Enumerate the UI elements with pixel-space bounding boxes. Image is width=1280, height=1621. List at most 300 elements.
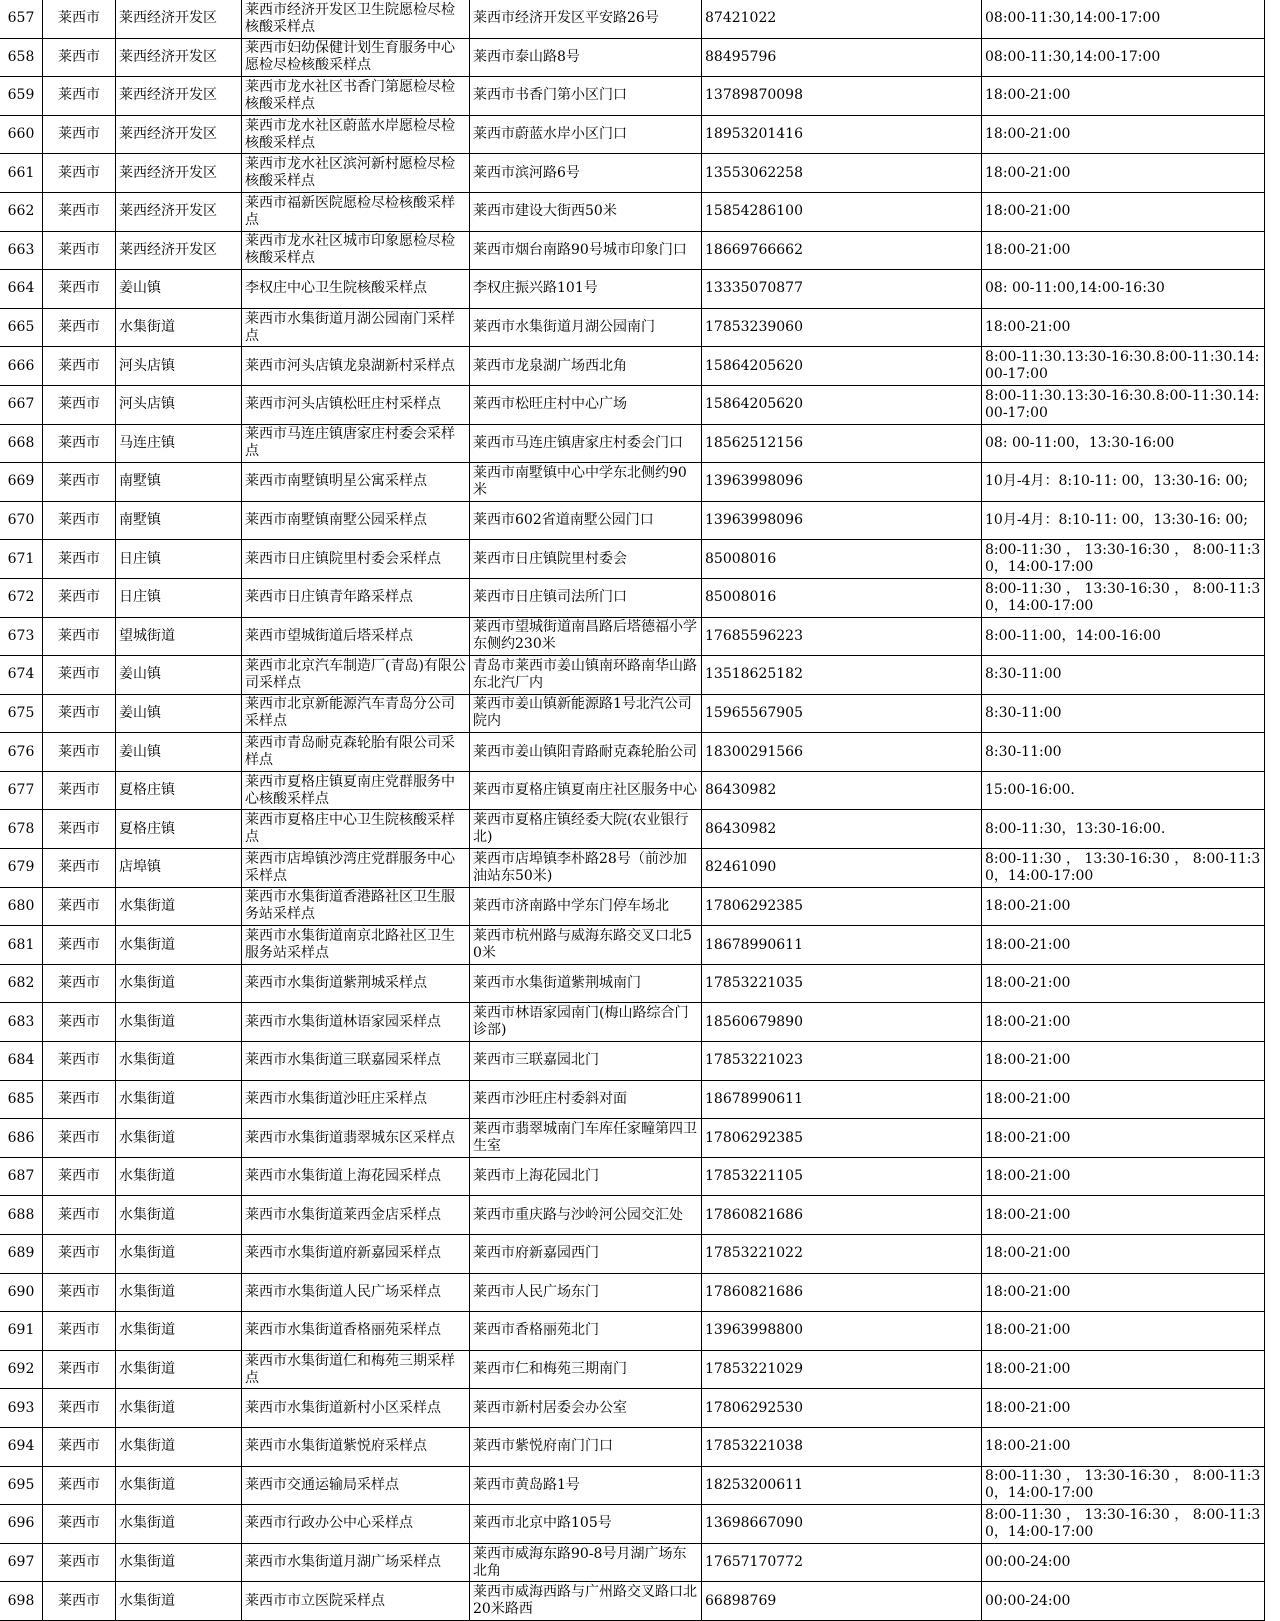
phone-cell: 17853221022 [702, 1235, 982, 1274]
row-number: 672 [0, 578, 43, 617]
address-cell: 莱西市林语家园南门(梅山路综合门诊部) [470, 1003, 702, 1042]
table-row [0, 1505, 1265, 1544]
site-name-cell: 莱西市日庄镇院里村委会采样点 [242, 540, 470, 579]
city-cell: 莱西市 [43, 308, 116, 347]
hours-cell: 18:00-21:00 [982, 1350, 1265, 1389]
site-name-cell: 莱西市夏格庄中心卫生院核酸采样点 [242, 810, 470, 849]
district-cell: 水集街道 [116, 308, 242, 347]
phone-cell: 17806292530 [702, 1389, 982, 1428]
city-cell: 莱西市 [43, 1582, 116, 1621]
district-cell: 日庄镇 [116, 540, 242, 579]
phone-cell: 13698667090 [702, 1505, 982, 1544]
row-number: 673 [0, 617, 43, 656]
table-row [0, 231, 1265, 270]
row-number: 669 [0, 463, 43, 502]
site-name-cell: 莱西市水集街道林语家园采样点 [242, 1003, 470, 1042]
row-number: 665 [0, 308, 43, 347]
address-cell: 莱西市人民广场东门 [470, 1273, 702, 1312]
district-cell: 水集街道 [116, 1042, 242, 1081]
address-cell: 莱西市滨河路6号 [470, 154, 702, 193]
city-cell: 莱西市 [43, 617, 116, 656]
phone-cell: 18953201416 [702, 115, 982, 154]
phone-cell: 82461090 [702, 849, 982, 888]
table-row [0, 1582, 1265, 1621]
city-cell: 莱西市 [43, 1466, 116, 1505]
address-cell: 莱西市新村居委会办公室 [470, 1389, 702, 1428]
district-cell: 莱西经济开发区 [116, 231, 242, 270]
city-cell: 莱西市 [43, 77, 116, 116]
hours-cell: 10月-4月：8:10-11: 00，13:30-16: 00; [982, 501, 1265, 540]
city-cell: 莱西市 [43, 1427, 116, 1466]
site-name-cell: 莱西市青岛耐克森轮胎有限公司采样点 [242, 733, 470, 772]
phone-cell: 18300291566 [702, 733, 982, 772]
address-cell: 莱西市建设大街西50米 [470, 192, 702, 231]
city-cell: 莱西市 [43, 810, 116, 849]
table-row [0, 1157, 1265, 1196]
row-number: 688 [0, 1196, 43, 1235]
address-cell: 莱西市泰山路8号 [470, 38, 702, 77]
district-cell: 姜山镇 [116, 694, 242, 733]
city-cell: 莱西市 [43, 926, 116, 965]
phone-cell: 13963998096 [702, 463, 982, 502]
city-cell: 莱西市 [43, 1196, 116, 1235]
hours-cell: 8:00-11:30，13:30-16:00. [982, 810, 1265, 849]
city-cell: 莱西市 [43, 1350, 116, 1389]
site-name-cell: 莱西市水集街道沙旺庄采样点 [242, 1080, 470, 1119]
hours-cell: 18:00-21:00 [982, 1196, 1265, 1235]
row-number: 698 [0, 1582, 43, 1621]
table-row [0, 424, 1265, 463]
table-row [0, 1235, 1265, 1274]
hours-cell: 18:00-21:00 [982, 1119, 1265, 1158]
hours-cell: 8:00-11:30 ， 13:30-16:30 ， 8:00-11:30，14:00-17:00 [982, 1466, 1265, 1505]
district-cell: 水集街道 [116, 1466, 242, 1505]
row-number: 662 [0, 192, 43, 231]
phone-cell: 17685596223 [702, 617, 982, 656]
row-number: 667 [0, 385, 43, 424]
table-row [0, 1196, 1265, 1235]
row-number: 664 [0, 270, 43, 309]
hours-cell: 8:00-11:30 ， 13:30-16:30 ， 8:00-11:30，14:00-17:00 [982, 849, 1265, 888]
district-cell: 水集街道 [116, 1350, 242, 1389]
row-number: 687 [0, 1157, 43, 1196]
site-name-cell: 莱西市河头店镇龙泉湖新村采样点 [242, 347, 470, 386]
address-cell: 莱西市重庆路与沙岭河公园交汇处 [470, 1196, 702, 1235]
district-cell: 店埠镇 [116, 849, 242, 888]
hours-cell: 08:00-11:30,14:00-17:00 [982, 0, 1265, 38]
hours-cell: 8:30-11:00 [982, 656, 1265, 695]
district-cell: 马连庄镇 [116, 424, 242, 463]
city-cell: 莱西市 [43, 1273, 116, 1312]
district-cell: 水集街道 [116, 887, 242, 926]
site-name-cell: 莱西市水集街道新村小区采样点 [242, 1389, 470, 1428]
hours-cell: 8:00-11:30 ， 13:30-16:30 ， 8:00-11:30，14:00-17:00 [982, 1505, 1265, 1544]
phone-cell: 18678990611 [702, 1080, 982, 1119]
city-cell: 莱西市 [43, 1389, 116, 1428]
table-row [0, 1003, 1265, 1042]
phone-cell: 85008016 [702, 578, 982, 617]
site-name-cell: 莱西市龙水社区滨河新村愿检尽检核酸采样点 [242, 154, 470, 193]
site-name-cell: 莱西市北京新能源汽车青岛分公司采样点 [242, 694, 470, 733]
address-cell: 李权庄振兴路101号 [470, 270, 702, 309]
site-name-cell: 莱西市水集街道上海花园采样点 [242, 1157, 470, 1196]
district-cell: 望城街道 [116, 617, 242, 656]
site-name-cell: 莱西市马连庄镇唐家庄村委会采样点 [242, 424, 470, 463]
district-cell: 水集街道 [116, 1273, 242, 1312]
site-name-cell: 莱西市水集街道紫悦府采样点 [242, 1427, 470, 1466]
district-cell: 水集街道 [116, 1119, 242, 1158]
city-cell: 莱西市 [43, 578, 116, 617]
site-name-cell: 莱西市水集街道香港路社区卫生服务站采样点 [242, 887, 470, 926]
site-name-cell: 李权庄中心卫生院核酸采样点 [242, 270, 470, 309]
table-row [0, 656, 1265, 695]
district-cell: 水集街道 [116, 1080, 242, 1119]
city-cell: 莱西市 [43, 1157, 116, 1196]
phone-cell: 17853221035 [702, 964, 982, 1003]
table-row [0, 771, 1265, 810]
site-name-cell: 莱西市水集街道莱西金店采样点 [242, 1196, 470, 1235]
address-cell: 莱西市马连庄镇唐家庄村委会门口 [470, 424, 702, 463]
table-row [0, 0, 1265, 38]
row-number: 682 [0, 964, 43, 1003]
row-number: 680 [0, 887, 43, 926]
table-row [0, 1466, 1265, 1505]
hours-cell: 00:00-24:00 [982, 1543, 1265, 1582]
site-name-cell: 莱西市日庄镇青年路采样点 [242, 578, 470, 617]
row-number: 696 [0, 1505, 43, 1544]
address-cell: 莱西市姜山镇阳青路耐克森轮胎公司 [470, 733, 702, 772]
hours-cell: 8:00-11:30.13:30-16:30.8:00-11:30.14:00-17:00 [982, 385, 1265, 424]
hours-cell: 18:00-21:00 [982, 1389, 1265, 1428]
district-cell: 莱西经济开发区 [116, 115, 242, 154]
district-cell: 水集街道 [116, 1543, 242, 1582]
hours-cell: 18:00-21:00 [982, 1042, 1265, 1081]
hours-cell: 18:00-21:00 [982, 154, 1265, 193]
site-name-cell: 莱西市水集街道三联嘉园采样点 [242, 1042, 470, 1081]
phone-cell: 85008016 [702, 540, 982, 579]
hours-cell: 18:00-21:00 [982, 77, 1265, 116]
city-cell: 莱西市 [43, 887, 116, 926]
district-cell: 莱西经济开发区 [116, 38, 242, 77]
address-cell: 莱西市济南路中学东门停车场北 [470, 887, 702, 926]
table-row [0, 733, 1265, 772]
address-cell: 莱西市威海东路90-8号月湖广场东北角 [470, 1543, 702, 1582]
site-name-cell: 莱西市市立医院采样点 [242, 1582, 470, 1621]
row-number: 695 [0, 1466, 43, 1505]
hours-cell: 10月-4月：8:10-11: 00，13:30-16: 00; [982, 463, 1265, 502]
hours-cell: 08: 00-11:00,14:00-16:30 [982, 270, 1265, 309]
row-number: 689 [0, 1235, 43, 1274]
phone-cell: 18560679890 [702, 1003, 982, 1042]
address-cell: 莱西市水集街道月湖公园南门 [470, 308, 702, 347]
city-cell: 莱西市 [43, 38, 116, 77]
address-cell: 莱西市香格丽苑北门 [470, 1312, 702, 1351]
hours-cell: 18:00-21:00 [982, 926, 1265, 965]
phone-cell: 17860821686 [702, 1273, 982, 1312]
phone-cell: 18678990611 [702, 926, 982, 965]
address-cell: 莱西市水集街道紫荆城南门 [470, 964, 702, 1003]
phone-cell: 15864205620 [702, 385, 982, 424]
city-cell: 莱西市 [43, 1312, 116, 1351]
hours-cell: 18:00-21:00 [982, 1312, 1265, 1351]
hours-cell: 8:30-11:00 [982, 694, 1265, 733]
district-cell: 莱西经济开发区 [116, 154, 242, 193]
hours-cell: 18:00-21:00 [982, 192, 1265, 231]
district-cell: 水集街道 [116, 1196, 242, 1235]
table-row [0, 385, 1265, 424]
site-name-cell: 莱西市河头店镇松旺庄村采样点 [242, 385, 470, 424]
city-cell: 莱西市 [43, 1543, 116, 1582]
site-name-cell: 莱西市水集街道仁和梅苑三期采样点 [242, 1350, 470, 1389]
phone-cell: 17806292385 [702, 887, 982, 926]
hours-cell: 08: 00-11:00，13:30-16:00 [982, 424, 1265, 463]
table-row [0, 578, 1265, 617]
site-name-cell: 莱西市水集街道南京北路社区卫生服务站采样点 [242, 926, 470, 965]
district-cell: 姜山镇 [116, 733, 242, 772]
row-number: 697 [0, 1543, 43, 1582]
table-row [0, 1080, 1265, 1119]
hours-cell: 18:00-21:00 [982, 231, 1265, 270]
phone-cell: 13335070877 [702, 270, 982, 309]
row-number: 676 [0, 733, 43, 772]
hours-cell: 18:00-21:00 [982, 1157, 1265, 1196]
table-row [0, 694, 1265, 733]
phone-cell: 15864205620 [702, 347, 982, 386]
site-name-cell: 莱西市水集街道翡翠城东区采样点 [242, 1119, 470, 1158]
address-cell: 莱西市602省道南墅公园门口 [470, 501, 702, 540]
phone-cell: 17657170772 [702, 1543, 982, 1582]
row-number: 693 [0, 1389, 43, 1428]
row-number: 658 [0, 38, 43, 77]
phone-cell: 13553062258 [702, 154, 982, 193]
phone-cell: 17860821686 [702, 1196, 982, 1235]
hours-cell: 18:00-21:00 [982, 887, 1265, 926]
district-cell: 水集街道 [116, 964, 242, 1003]
district-cell: 河头店镇 [116, 385, 242, 424]
city-cell: 莱西市 [43, 1235, 116, 1274]
address-cell: 莱西市松旺庄村中心广场 [470, 385, 702, 424]
city-cell: 莱西市 [43, 1003, 116, 1042]
district-cell: 姜山镇 [116, 270, 242, 309]
row-number: 694 [0, 1427, 43, 1466]
row-number: 670 [0, 501, 43, 540]
hours-cell: 00:00-24:00 [982, 1582, 1265, 1621]
address-cell: 莱西市上海花园北门 [470, 1157, 702, 1196]
hours-cell: 18:00-21:00 [982, 964, 1265, 1003]
table-row [0, 1312, 1265, 1351]
address-cell: 莱西市府新嘉园西门 [470, 1235, 702, 1274]
address-cell: 莱西市日庄镇院里村委会 [470, 540, 702, 579]
site-name-cell: 莱西市妇幼保健计划生育服务中心愿检尽检核酸采样点 [242, 38, 470, 77]
row-number: 678 [0, 810, 43, 849]
district-cell: 水集街道 [116, 1389, 242, 1428]
row-number: 663 [0, 231, 43, 270]
table-row [0, 1543, 1265, 1582]
city-cell: 莱西市 [43, 463, 116, 502]
city-cell: 莱西市 [43, 540, 116, 579]
district-cell: 水集街道 [116, 1157, 242, 1196]
phone-cell: 87421022 [702, 0, 982, 38]
address-cell: 莱西市黄岛路1号 [470, 1466, 702, 1505]
district-cell: 夏格庄镇 [116, 810, 242, 849]
district-cell: 水集街道 [116, 1003, 242, 1042]
address-cell: 莱西市日庄镇司法所门口 [470, 578, 702, 617]
city-cell: 莱西市 [43, 656, 116, 695]
hours-cell: 18:00-21:00 [982, 1235, 1265, 1274]
hours-cell: 18:00-21:00 [982, 1080, 1265, 1119]
row-number: 677 [0, 771, 43, 810]
city-cell: 莱西市 [43, 0, 116, 38]
phone-cell: 17853221038 [702, 1427, 982, 1466]
site-name-cell: 莱西市行政办公中心采样点 [242, 1505, 470, 1544]
site-name-cell: 莱西市南墅镇南墅公园采样点 [242, 501, 470, 540]
address-cell: 莱西市龙泉湖广场西北角 [470, 347, 702, 386]
phone-cell: 15854286100 [702, 192, 982, 231]
city-cell: 莱西市 [43, 1042, 116, 1081]
hours-cell: 8:00-11:30.13:30-16:30.8:00-11:30.14:00-17:00 [982, 347, 1265, 386]
phone-cell: 86430982 [702, 810, 982, 849]
address-cell: 莱西市店埠镇李朴路28号（前沙加油站东50米) [470, 849, 702, 888]
phone-cell: 88495796 [702, 38, 982, 77]
phone-cell: 86430982 [702, 771, 982, 810]
row-number: 659 [0, 77, 43, 116]
hours-cell: 8:00-11:30 ， 13:30-16:30 ， 8:00-11:30，14:00-17:00 [982, 540, 1265, 579]
site-name-cell: 莱西市南墅镇明星公寓采样点 [242, 463, 470, 502]
table-row [0, 270, 1265, 309]
hours-cell: 8:00-11:00，14:00-16:00 [982, 617, 1265, 656]
city-cell: 莱西市 [43, 964, 116, 1003]
phone-cell: 17853239060 [702, 308, 982, 347]
table-row [0, 154, 1265, 193]
district-cell: 河头店镇 [116, 347, 242, 386]
site-name-cell: 莱西市龙水社区书香门第愿检尽检核酸采样点 [242, 77, 470, 116]
district-cell: 莱西经济开发区 [116, 192, 242, 231]
district-cell: 夏格庄镇 [116, 771, 242, 810]
address-cell: 莱西市夏格庄镇经委大院(农业银行北) [470, 810, 702, 849]
table-row [0, 308, 1265, 347]
address-cell: 莱西市翡翠城南门车库任家疃第四卫生室 [470, 1119, 702, 1158]
phone-cell: 18669766662 [702, 231, 982, 270]
phone-cell: 13518625182 [702, 656, 982, 695]
hours-cell: 08:00-11:30,14:00-17:00 [982, 38, 1265, 77]
row-number: 684 [0, 1042, 43, 1081]
city-cell: 莱西市 [43, 154, 116, 193]
phone-cell: 13963998096 [702, 501, 982, 540]
row-number: 690 [0, 1273, 43, 1312]
address-cell: 莱西市望城街道南昌路后塔德福小学东侧约230米 [470, 617, 702, 656]
row-number: 666 [0, 347, 43, 386]
phone-cell: 66898769 [702, 1582, 982, 1621]
phone-cell: 17806292385 [702, 1119, 982, 1158]
hours-cell: 18:00-21:00 [982, 115, 1265, 154]
district-cell: 水集街道 [116, 1505, 242, 1544]
city-cell: 莱西市 [43, 771, 116, 810]
row-number: 681 [0, 926, 43, 965]
row-number: 683 [0, 1003, 43, 1042]
site-name-cell: 莱西市夏格庄镇夏南庄党群服务中心核酸采样点 [242, 771, 470, 810]
table-row [0, 347, 1265, 386]
row-number: 668 [0, 424, 43, 463]
row-number: 691 [0, 1312, 43, 1351]
row-number: 674 [0, 656, 43, 695]
table-row [0, 1119, 1265, 1158]
city-cell: 莱西市 [43, 849, 116, 888]
table-row [0, 1273, 1265, 1312]
hours-cell: 18:00-21:00 [982, 1273, 1265, 1312]
city-cell: 莱西市 [43, 115, 116, 154]
site-name-cell: 莱西市水集街道月湖广场采样点 [242, 1543, 470, 1582]
address-cell: 青岛市莱西市姜山镇南环路南华山路东北汽厂内 [470, 656, 702, 695]
address-cell: 莱西市杭州路与威海东路交叉口北50米 [470, 926, 702, 965]
district-cell: 莱西经济开发区 [116, 0, 242, 38]
site-name-cell: 莱西市水集街道紫荆城采样点 [242, 964, 470, 1003]
row-number: 685 [0, 1080, 43, 1119]
address-cell: 莱西市书香门第小区门口 [470, 77, 702, 116]
phone-cell: 17853221023 [702, 1042, 982, 1081]
city-cell: 莱西市 [43, 694, 116, 733]
site-name-cell: 莱西市龙水社区城市印象愿检尽检核酸采样点 [242, 231, 470, 270]
district-cell: 莱西经济开发区 [116, 77, 242, 116]
city-cell: 莱西市 [43, 192, 116, 231]
phone-cell: 18253200611 [702, 1466, 982, 1505]
city-cell: 莱西市 [43, 1119, 116, 1158]
site-name-cell: 莱西市水集街道月湖公园南门采样点 [242, 308, 470, 347]
table-row [0, 1042, 1265, 1081]
table-row [0, 115, 1265, 154]
site-name-cell: 莱西市水集街道人民广场采样点 [242, 1273, 470, 1312]
district-cell: 日庄镇 [116, 578, 242, 617]
address-cell: 莱西市紫悦府南门门口 [470, 1427, 702, 1466]
row-number: 671 [0, 540, 43, 579]
hours-cell: 8:30-11:00 [982, 733, 1265, 772]
phone-cell: 13963998800 [702, 1312, 982, 1351]
address-cell: 莱西市仁和梅苑三期南门 [470, 1350, 702, 1389]
table-row [0, 887, 1265, 926]
city-cell: 莱西市 [43, 347, 116, 386]
table-row [0, 849, 1265, 888]
hours-cell: 18:00-21:00 [982, 1427, 1265, 1466]
address-cell: 莱西市烟台南路90号城市印象门口 [470, 231, 702, 270]
district-cell: 姜山镇 [116, 656, 242, 695]
hours-cell: 8:00-11:30 ， 13:30-16:30 ， 8:00-11:30，14:00-17:00 [982, 578, 1265, 617]
row-number: 661 [0, 154, 43, 193]
district-cell: 水集街道 [116, 926, 242, 965]
row-number: 657 [0, 0, 43, 38]
city-cell: 莱西市 [43, 424, 116, 463]
city-cell: 莱西市 [43, 1080, 116, 1119]
table-row [0, 926, 1265, 965]
district-cell: 水集街道 [116, 1427, 242, 1466]
address-cell: 莱西市姜山镇新能源路1号北汽公司院内 [470, 694, 702, 733]
hours-cell: 18:00-21:00 [982, 308, 1265, 347]
site-name-cell: 莱西市水集街道香格丽苑采样点 [242, 1312, 470, 1351]
address-cell: 莱西市威海西路与广州路交叉路口北20米路西 [470, 1582, 702, 1621]
city-cell: 莱西市 [43, 1505, 116, 1544]
phone-cell: 13789870098 [702, 77, 982, 116]
hours-cell: 15:00-16:00. [982, 771, 1265, 810]
city-cell: 莱西市 [43, 733, 116, 772]
city-cell: 莱西市 [43, 501, 116, 540]
row-number: 679 [0, 849, 43, 888]
row-number: 660 [0, 115, 43, 154]
address-cell: 莱西市南墅镇中心中学东北侧约90米 [470, 463, 702, 502]
row-number: 675 [0, 694, 43, 733]
table-row [0, 964, 1265, 1003]
table-row [0, 1389, 1265, 1428]
table-row [0, 38, 1265, 77]
site-name-cell: 莱西市北京汽车制造厂(青岛)有限公司采样点 [242, 656, 470, 695]
site-name-cell: 莱西市福新医院愿检尽检核酸采样点 [242, 192, 470, 231]
